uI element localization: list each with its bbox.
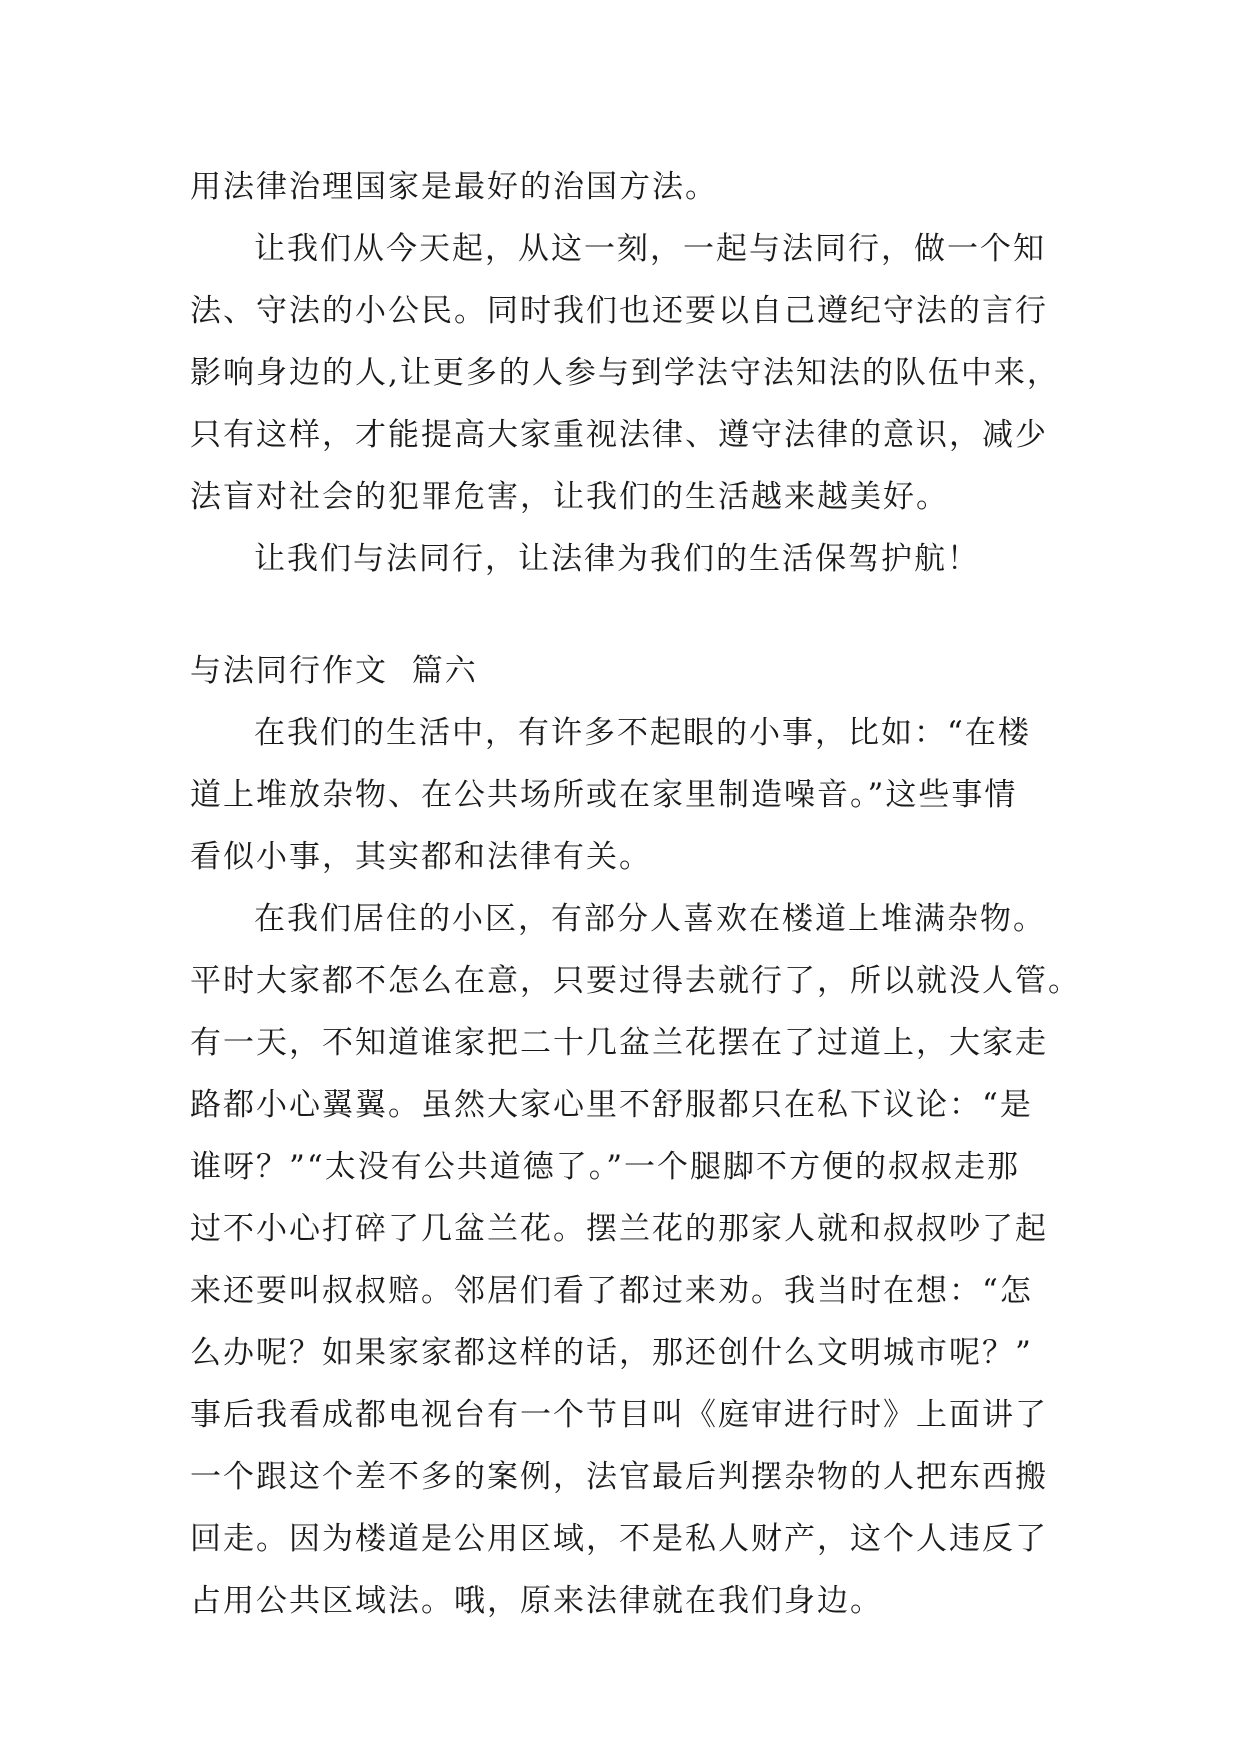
paragraph-line: 看似小事，其实都和法律有关。 [190,839,652,875]
paragraph-line: 道上堆放杂物、在公共场所或在家里制造噪音。”这些事情 [190,777,1018,813]
paragraph-line: 法、守法的小公民。同时我们也还要以自己遵纪守法的言行 [190,293,1048,329]
paragraph-line: 只有这样，才能提高大家重视法律、遵守法律的意识，减少 [190,417,1048,453]
paragraph-line: 来还要叫叔叔赔。邻居们看了都过来劝。我当时在想：“怎 [190,1273,1033,1309]
paragraph-line: 路都小心翼翼。虽然大家心里不舒服都只在私下议论：“是 [190,1087,1033,1123]
paragraph-line: 回走。因为楼道是公用区域，不是私人财产，这个人违反了 [190,1521,1048,1557]
essay-section-continuation [190,156,1070,590]
paragraph-line: 法盲对社会的犯罪危害，让我们的生活越来越美好。 [190,479,949,515]
paragraph-line: 么办呢？如果家家都这样的话，那还创什么文明城市呢？” [190,1335,1033,1371]
paragraph-line: 过不小心打碎了几盆兰花。摆兰花的那家人就和叔叔吵了起 [190,1211,1048,1247]
paragraph-line: 一个跟这个差不多的案例，法官最后判摆杂物的人把东西搬 [190,1459,1048,1495]
paragraph-line: 有一天，不知道谁家把二十几盆兰花摆在了过道上，大家走 [190,1025,1048,1061]
paragraph-line: 在我们居住的小区，有部分人喜欢在楼道上堆满杂物。 [254,901,1046,937]
paragraph-line: 平时大家都不怎么在意，只要过得去就行了，所以就没人管。 [190,963,1081,999]
paragraph-line: 在我们的生活中，有许多不起眼的小事，比如：“在楼 [254,715,1031,751]
paragraph-line: 影响身边的人,让更多的人参与到学法守法知法的队伍中来， [190,355,1060,391]
paragraph-line: 让我们从今天起，从这一刻，一起与法同行，做一个知 [254,231,1046,267]
paragraph-line: 用法律治理国家是最好的治国方法。 [190,169,718,205]
essay-section-six [190,640,1081,1632]
section-heading: 与法同行作文 篇六 [190,653,478,689]
paragraph-line: 让我们与法同行，让法律为我们的生活保驾护航！ [254,541,980,577]
paragraph-line: 占用公共区域法。哦，原来法律就在我们身边。 [190,1583,883,1619]
paragraph-line: 事后我看成都电视台有一个节目叫《庭审进行时》上面讲了 [190,1397,1048,1433]
paragraph-line: 谁呀？”“太没有公共道德了。”一个腿脚不方便的叔叔走那 [190,1149,1021,1185]
